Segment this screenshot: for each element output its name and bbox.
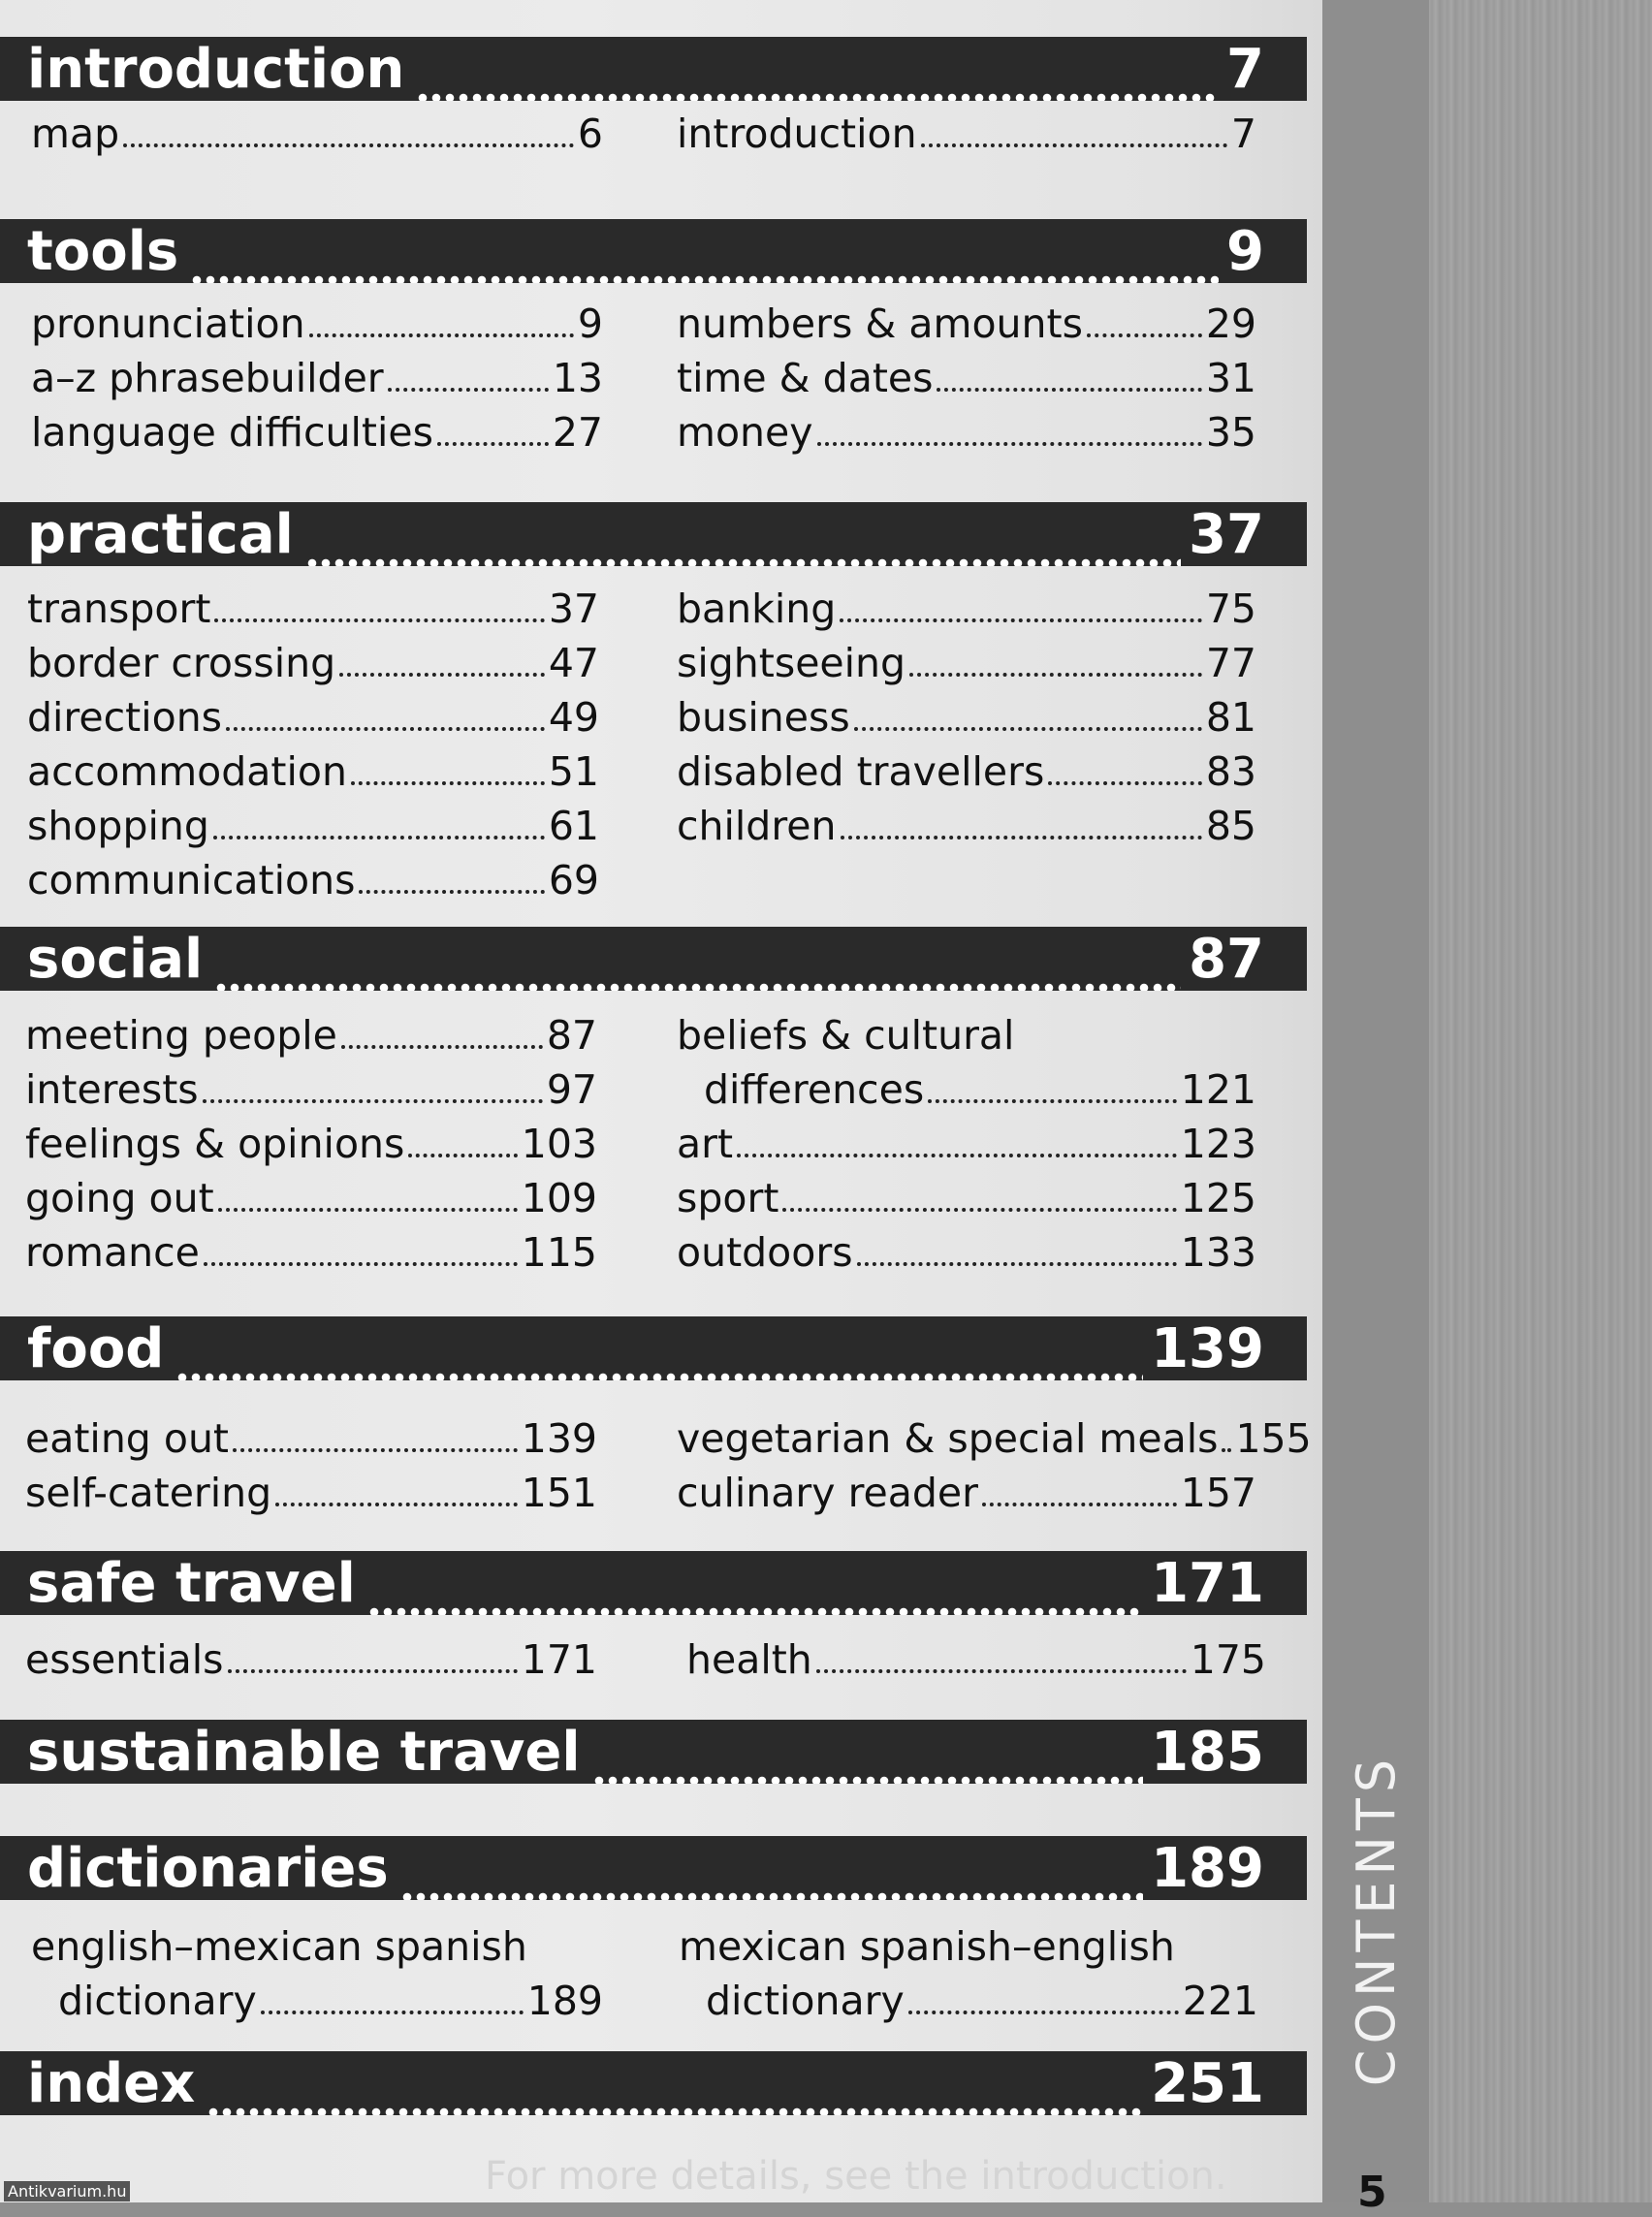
dot-leader (175, 1316, 1143, 1380)
toc-entry[interactable] (677, 636, 1256, 690)
dot-leader (123, 143, 574, 147)
entry-label: sport (677, 1175, 779, 1221)
entry-page-number: 83 (1205, 748, 1256, 795)
dot-leader (840, 618, 1202, 622)
section-practical (0, 502, 1309, 903)
toc-entry[interactable] (27, 636, 599, 690)
toc-entry[interactable] (27, 690, 599, 744)
entry-page-number: 69 (548, 857, 599, 903)
left-column (25, 1008, 597, 1280)
entry-page-number: 81 (1205, 694, 1256, 741)
entry-page-number: 151 (521, 1470, 597, 1516)
toc-entry[interactable] (677, 582, 1256, 636)
section-title: safe travel (0, 1552, 367, 1615)
section-page-number: 139 (1143, 1317, 1307, 1380)
dot-leader (437, 442, 549, 446)
section-header-bar[interactable] (0, 1551, 1307, 1615)
contents-side-tab (1346, 1726, 1408, 2113)
dot-leader (214, 927, 1181, 991)
dot-leader (1087, 333, 1202, 337)
entry-label: communications (27, 857, 356, 903)
entry-label: dictionary (706, 1978, 905, 2024)
dot-leader (1222, 1448, 1231, 1452)
section-header-bar[interactable] (0, 1720, 1307, 1784)
dot-leader (408, 1154, 517, 1157)
entry-label: time & dates (677, 355, 934, 401)
section-header-bar[interactable] (0, 502, 1307, 566)
entry-page-number: 6 (577, 111, 603, 157)
entry-page-number: 157 (1180, 1470, 1256, 1516)
dot-leader (275, 1503, 518, 1506)
section-page-number: 9 (1219, 220, 1307, 283)
left-column (31, 297, 603, 459)
dot-leader (908, 2011, 1179, 2014)
right-column (677, 1008, 1256, 1280)
dot-leader (982, 1503, 1177, 1506)
entry-label: differences (704, 1066, 925, 1113)
entry-page-number: 189 (526, 1978, 603, 2024)
toc-entry[interactable] (25, 1008, 597, 1062)
toc-entry[interactable] (25, 1632, 597, 1687)
toc-entry[interactable] (677, 1225, 1256, 1280)
section-food (0, 1316, 1312, 1516)
toc-entry[interactable] (677, 351, 1256, 405)
entry-page-number: 47 (548, 640, 599, 686)
watermark: Antikvarium.hu (4, 2181, 130, 2201)
entry-page-number: 49 (548, 694, 599, 741)
section-social (0, 927, 1309, 1276)
entry-label: children (677, 803, 837, 849)
toc-entry[interactable] (25, 1117, 597, 1171)
entry-page-number: 35 (1205, 409, 1256, 456)
entry-page-number: 51 (548, 748, 599, 795)
dot-leader (921, 143, 1227, 147)
entry-page-number: 155 (1235, 1415, 1312, 1462)
toc-entry[interactable] (677, 799, 1256, 853)
right-column (677, 297, 1256, 459)
dot-leader (261, 2011, 524, 2014)
entry-label: self-catering (25, 1470, 272, 1516)
entry-label: sightseeing (677, 640, 906, 686)
entry-label-line[interactable]: english–mexican spanish (31, 1923, 527, 1970)
right-column (686, 1632, 1266, 1687)
section-title: tools (0, 220, 190, 283)
dot-leader (233, 1448, 518, 1452)
entry-label: introduction (677, 111, 917, 157)
left-column (27, 582, 599, 907)
toc-entry[interactable] (25, 1411, 597, 1466)
left-column (31, 107, 603, 161)
toc-entry[interactable] (25, 1466, 597, 1520)
dot-leader (228, 1669, 518, 1673)
dot-leader (226, 727, 545, 731)
entry-label: directions (27, 694, 223, 741)
entry-page-number: 125 (1180, 1175, 1256, 1221)
entry-page-number: 13 (552, 355, 603, 401)
dot-leader (1048, 781, 1201, 785)
dot-leader (928, 1099, 1177, 1103)
dot-leader (204, 1262, 518, 1266)
dot-leader (841, 836, 1202, 839)
entry-label: feelings & opinions (25, 1121, 405, 1167)
section-sustainable-travel (0, 1720, 1309, 1784)
section-page-number: 87 (1181, 928, 1307, 991)
dot-leader (782, 1208, 1176, 1212)
entry-page-number: 31 (1205, 355, 1256, 401)
entry-label: romance (25, 1229, 200, 1276)
dot-leader (737, 1154, 1177, 1157)
section-page-number: 171 (1143, 1552, 1307, 1615)
toc-entry[interactable] (677, 1062, 1256, 1117)
section-page-number: 185 (1143, 1721, 1307, 1784)
entry-page-number: 175 (1190, 1636, 1266, 1683)
toc-entry[interactable] (25, 1171, 597, 1225)
section-introduction (0, 37, 1309, 157)
entry-label: business (677, 694, 850, 741)
entry-page-number: 75 (1205, 586, 1256, 632)
entry-label: outdoors (677, 1229, 853, 1276)
entry-page-number: 171 (521, 1636, 597, 1683)
dot-leader (359, 890, 544, 894)
entry-label: going out (25, 1175, 214, 1221)
dot-leader (388, 388, 549, 392)
entry-label: map (31, 111, 120, 157)
section-title: index (0, 2052, 206, 2115)
entry-page-number: 29 (1205, 301, 1256, 347)
dot-leader (309, 333, 574, 337)
entry-label-line[interactable]: mexican spanish–english (679, 1923, 1175, 1970)
toc-entry[interactable] (677, 107, 1256, 161)
dot-leader (817, 442, 1202, 446)
section-page-number: 189 (1143, 1837, 1307, 1900)
entry-label: numbers & amounts (677, 301, 1083, 347)
dot-leader (592, 1720, 1144, 1784)
entry-label: a–z phrasebuilder (31, 355, 384, 401)
section-title: dictionaries (0, 1837, 400, 1900)
dot-leader (854, 727, 1202, 731)
dot-leader (214, 618, 544, 622)
left-column (25, 1411, 597, 1520)
left-column (31, 1919, 603, 2028)
wood-background (1429, 0, 1652, 2202)
dot-leader (816, 1669, 1187, 1673)
entry-label: culinary reader (677, 1470, 978, 1516)
entry-label-line[interactable]: beliefs & cultural (677, 1012, 1015, 1059)
entry-page-number: 77 (1205, 640, 1256, 686)
toc-entry[interactable] (25, 1225, 597, 1280)
toc-entry[interactable] (677, 690, 1256, 744)
section-page-number: 37 (1181, 503, 1307, 566)
right-column (677, 1411, 1312, 1520)
entry-label: dictionary (58, 1978, 257, 2024)
entry-page-number: 123 (1180, 1121, 1256, 1167)
entry-page-number: 27 (552, 409, 603, 456)
entry-label: essentials (25, 1636, 224, 1683)
entry-page-number: 103 (521, 1121, 597, 1167)
right-column (679, 1919, 1258, 2028)
page-number: 5 (1357, 2168, 1387, 2217)
toc-entry[interactable] (25, 1062, 597, 1117)
section-header-bar[interactable] (0, 37, 1307, 101)
section-title: sustainable travel (0, 1721, 592, 1784)
section-title: social (0, 928, 214, 991)
entry-page-number: 115 (521, 1229, 597, 1276)
dot-leader (367, 1551, 1143, 1615)
toc-entry[interactable] (677, 297, 1256, 351)
entry-page-number: 37 (548, 586, 599, 632)
contents-tab-label: CONTENTS (1346, 1753, 1408, 2086)
section-title: practical (0, 503, 305, 566)
section-page-number: 251 (1143, 2052, 1307, 2115)
dot-leader (909, 673, 1202, 677)
section-dictionaries (0, 1836, 1309, 2024)
toc-entry[interactable] (677, 405, 1256, 459)
toc-entry[interactable] (677, 1411, 1312, 1466)
entry-label: transport (27, 586, 211, 632)
toc-entry[interactable] (677, 1171, 1256, 1225)
dot-leader (351, 781, 545, 785)
section-header-bar[interactable] (0, 1316, 1307, 1380)
section-safe-travel (0, 1551, 1309, 1683)
dot-leader (190, 219, 1219, 283)
section-page-number: 7 (1219, 38, 1307, 101)
dot-leader (305, 502, 1181, 566)
entry-label: money (677, 409, 813, 456)
entry-label: vegetarian & special meals (677, 1415, 1219, 1462)
toc-entry[interactable] (27, 744, 599, 799)
entry-page-number: 97 (546, 1066, 597, 1113)
entry-page-number: 61 (548, 803, 599, 849)
footer-text: For more details, see the introduction. (485, 2154, 1227, 2199)
toc-entry[interactable] (31, 297, 603, 351)
dot-leader (203, 1099, 543, 1103)
entry-label: border crossing (27, 640, 336, 686)
section-header-bar[interactable] (0, 927, 1307, 991)
dot-leader (213, 836, 545, 839)
left-column (25, 1632, 597, 1687)
dot-leader (339, 673, 545, 677)
entry-page-number: 133 (1180, 1229, 1256, 1276)
entry-page-number: 87 (546, 1012, 597, 1059)
entry-label: interests (25, 1066, 199, 1113)
entry-label: language difficulties (31, 409, 433, 456)
toc-entry[interactable] (27, 799, 599, 853)
entry-label: health (686, 1636, 812, 1683)
dot-leader (937, 388, 1201, 392)
entry-label: pronunciation (31, 301, 305, 347)
entry-page-number: 7 (1230, 111, 1256, 157)
entry-page-number: 139 (521, 1415, 597, 1462)
entry-label: art (677, 1121, 734, 1167)
toc-entry[interactable] (31, 405, 603, 459)
section-title: introduction (0, 38, 416, 101)
toc-entry[interactable] (31, 351, 603, 405)
right-column (677, 582, 1256, 853)
toc-entry[interactable] (679, 1974, 1258, 2028)
entry-label: shopping (27, 803, 209, 849)
entry-page-number: 109 (521, 1175, 597, 1221)
toc-entry[interactable] (31, 107, 603, 161)
dot-leader (400, 1836, 1143, 1900)
section-index (0, 2051, 1309, 2115)
entry-page-number: 85 (1205, 803, 1256, 849)
dot-leader (857, 1262, 1177, 1266)
entry-page-number: 121 (1180, 1066, 1256, 1113)
section-tools (0, 219, 1309, 456)
entry-label: banking (677, 586, 837, 632)
section-header-bar[interactable] (0, 2051, 1307, 2115)
entry-page-number: 221 (1182, 1978, 1258, 2024)
entry-label: meeting people (25, 1012, 337, 1059)
dot-leader (206, 2051, 1143, 2115)
toc-entry[interactable] (686, 1632, 1266, 1687)
dot-leader (416, 37, 1219, 101)
dot-leader (341, 1045, 543, 1049)
toc-entry[interactable] (27, 853, 599, 907)
toc-entry[interactable] (677, 1466, 1256, 1520)
toc-entry[interactable] (31, 1974, 603, 2028)
right-column (677, 107, 1256, 161)
dot-leader (218, 1208, 518, 1212)
entry-label: disabled travellers (677, 748, 1045, 795)
entry-label: accommodation (27, 748, 347, 795)
toc-entry[interactable] (677, 744, 1256, 799)
section-title: food (0, 1317, 175, 1380)
section-header-bar[interactable] (0, 219, 1307, 283)
entry-label: eating out (25, 1415, 230, 1462)
entry-page-number: 9 (577, 301, 603, 347)
section-header-bar[interactable] (0, 1836, 1307, 1900)
toc-entry[interactable] (27, 582, 599, 636)
toc-entry[interactable] (677, 1117, 1256, 1171)
